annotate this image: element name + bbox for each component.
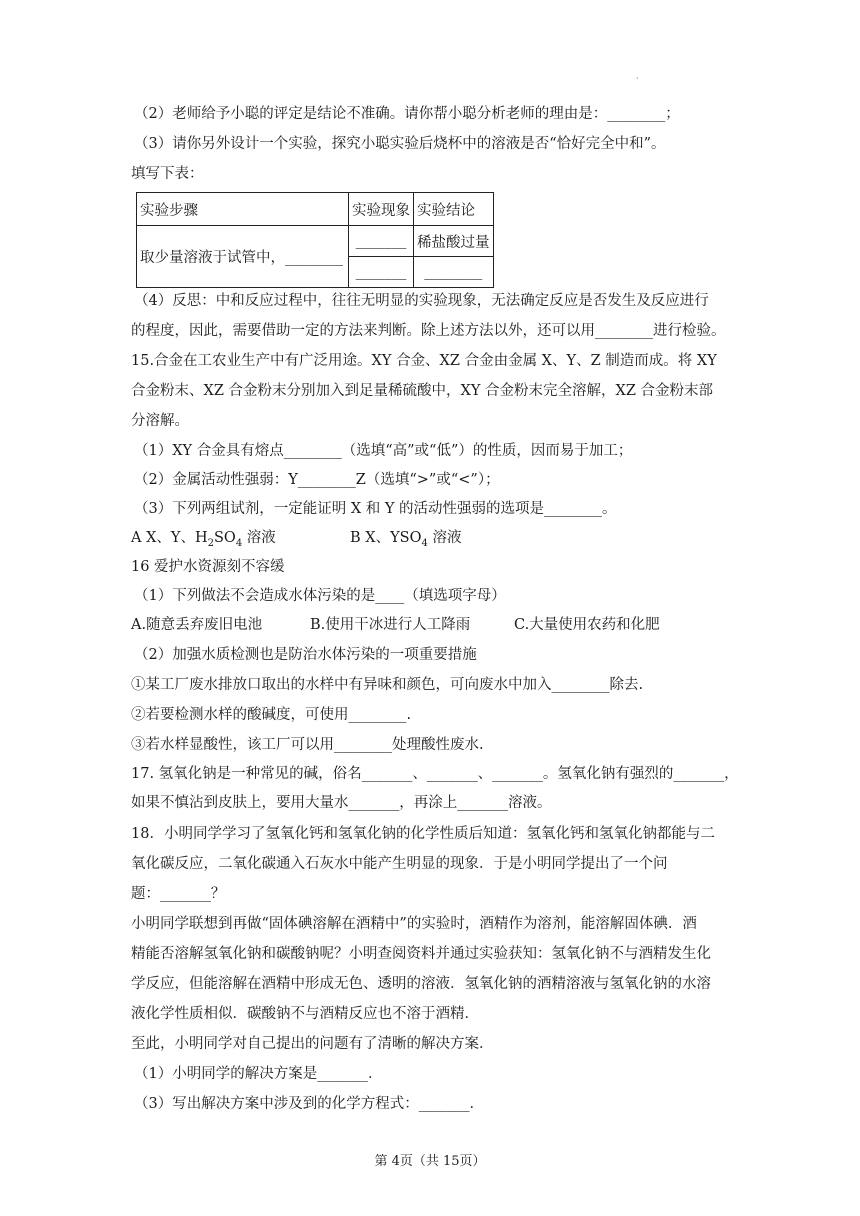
q18-3: （3）写出解决方案中涉及到的化学方程式：_______． [134, 1096, 484, 1112]
header-observation: 实验现象 [349, 193, 414, 226]
q17-line2: 如果不慎沾到皮肤上，要用大量水_______，再涂上_______溶液。 [131, 795, 552, 811]
q18-para-1: 小明同学联想到再做“固体碘溶解在酒精中”的实验时，酒精作为溶剂，能溶解固体碘．酒 [131, 916, 697, 932]
q18-line3: 题：_______？ [131, 886, 226, 902]
q18-line2: 氧化碳反应，二氧化碳通入石灰水中能产生明显的现象．于是小明同学提出了一个问 [131, 856, 668, 872]
page-mark: · [636, 74, 639, 83]
q16-title: 16 爱护水资源刻不容缓 [131, 559, 285, 575]
q14-3: （3）请你另外设计一个实验，探究小聪实验后烧杯中的溶液是否“恰好完全中和”。 [134, 136, 666, 152]
observation-blank-2: _______ [349, 257, 414, 288]
q14-4-line2: 的程度，因此，需要借助一定的方法来判断。除上述方法以外，还可以用________进行检验。 [131, 323, 726, 339]
q16-option-c: C.大量使用农药和化肥 [514, 617, 660, 633]
conclusion-cell-1: 稀盐酸过量 [414, 226, 494, 257]
q16-2: （2）加强水质检测也是防治水体污染的一项重要措施 [134, 647, 477, 663]
conclusion-blank-2: ________ [414, 257, 494, 288]
step-cell: 取少量溶液于试管中，________ [137, 226, 349, 288]
q17-line1: 17. 氢氧化钠是一种常见的碱，俗名_______、_______、_______。氢氧化钠有强烈的_______， [131, 766, 739, 782]
q15-3: （3）下列两组试剂，一定能证明 X 和 Y 的活动性强弱的选项是________。 [134, 501, 617, 517]
q15-2: （2）金属活动性强弱：Y________Z（选填“>”或“<”）； [134, 472, 500, 488]
q15-option-a: A X、Y、$H_2SO_4$ 溶液 [131, 530, 276, 549]
header-conclusion: 实验结论 [414, 193, 494, 226]
q16-2-i: ①某工厂废水排放口取出的水样中有异味和颜色，可向废水中加入________除去. [131, 677, 644, 693]
q18-1: （1）小明同学的解决方案是_______． [134, 1066, 383, 1082]
observation-blank-1: _______ [349, 226, 414, 257]
q16-1: （1）下列做法不会造成水体污染的是____（填选项字母） [134, 588, 506, 604]
q15-intro-1: 15.合金在工农业生产中有广泛用途。XY 合金、XZ 合金由金属 X、Y、Z 制造而成。将 XY [131, 353, 717, 369]
q18-para-3: 学反应，但能溶解在酒精中形成无色、透明的溶液．氢氧化钠的酒精溶液与氢氧化钠的水溶 [131, 976, 711, 992]
table-instruction: 填写下表： [131, 166, 204, 182]
q18-para-2: 精能否溶解氢氧化钠和碳酸钠呢？小明查阅资料并通过实验获知：氢氧化钠不与酒精发生化 [131, 946, 711, 962]
experiment-table [136, 192, 494, 288]
q18-line1: 18．小明同学学习了氢氧化钙和氢氧化钠的化学性质后知道：氢氧化钙和氢氧化钠都能与二 [131, 826, 715, 842]
q16-option-b: B.使用干冰进行人工降雨 [310, 617, 471, 633]
q16-2-ii: ②若要检测水样的酸碱度，可使用________. [131, 707, 412, 723]
q16-2-iii: ③若水样显酸性，该工厂可以用________处理酸性废水. [131, 737, 484, 753]
q14-4-line1: （4）反思：中和反应过程中，往往无明显的实验现象，无法确定反应是否发生及反应进行 [134, 293, 709, 309]
q15-intro-2: 合金粉末、XZ 合金粉末分别加入到足量稀硫酸中，XY 合金粉末完全溶解，XZ 合金粉末部 [131, 383, 714, 399]
q15-1: （1）XY 合金具有熔点________（选填“高”或“低”）的性质，因而易于加工； [134, 443, 633, 459]
q18-para-4: 液化学性质相似．碳酸钠不与酒精反应也不溶于酒精． [131, 1006, 479, 1022]
q18-para-5: 至此，小明同学对自己提出的问题有了清晰的解决方案． [131, 1036, 494, 1052]
header-step: 实验步骤 [137, 193, 349, 226]
q15-intro-3: 分溶解。 [131, 413, 189, 429]
q15-option-b: B X、$YSO_4$ 溶液 [350, 530, 462, 549]
page-footer: 第 4页（共 15页） [374, 1154, 486, 1169]
q14-2: （2）老师给予小聪的评定是结论不准确。请你帮小聪分析老师的理由是：________； [134, 106, 680, 122]
q16-option-a: A.随意丢弃废旧电池 [131, 617, 263, 633]
